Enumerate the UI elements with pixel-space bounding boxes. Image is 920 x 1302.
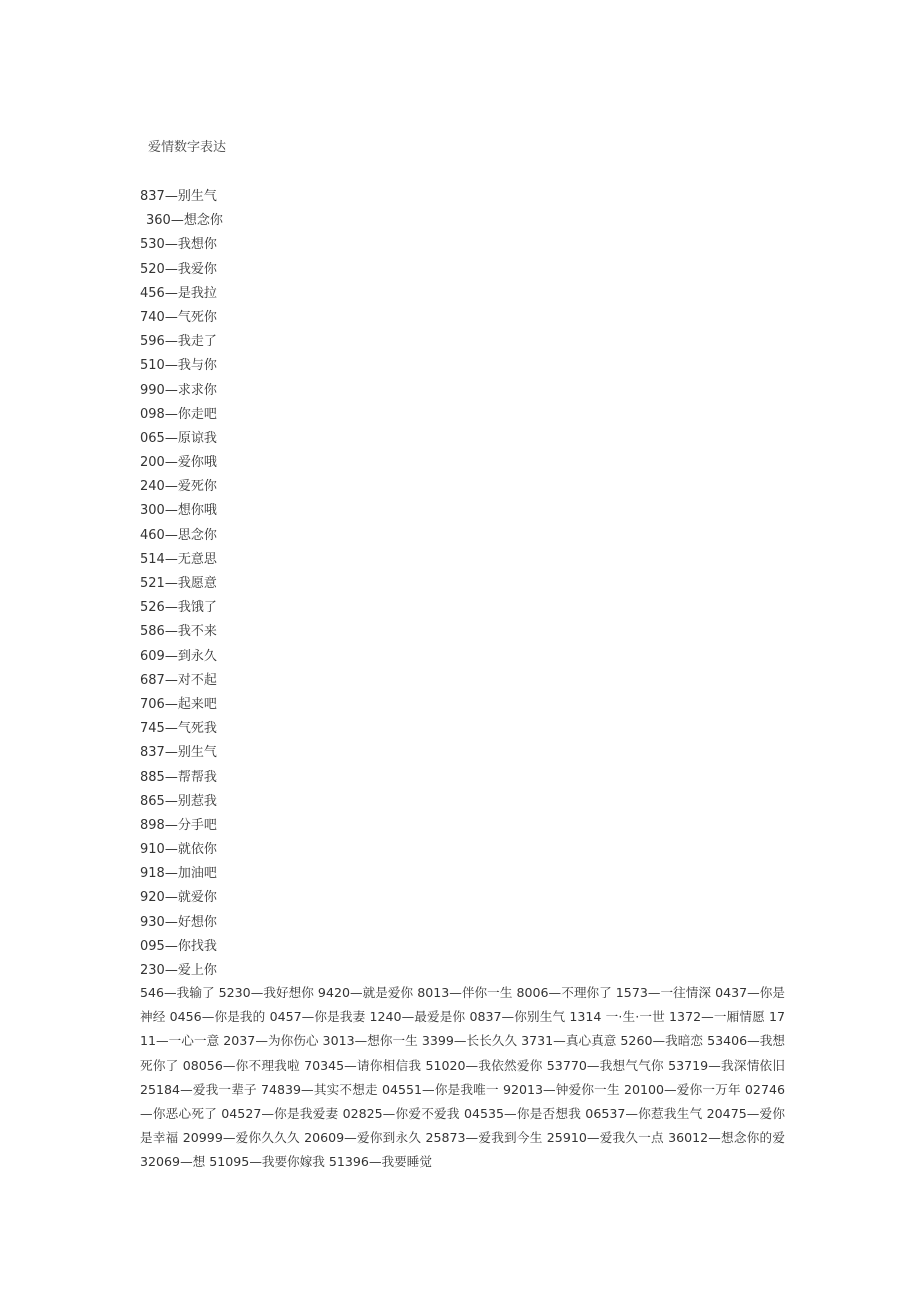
codes-paragraph: 546—我输了 5230—我好想你 9420—就是爱你 8013—伴你一生 8006—不理你了 1573—一往情深 0437—你是神经 0456—你是我的 0457—你是我妻 1240—最爱是你 0837—你别生气 1314 一·生·一世 1372—一厢情愿 1711—一心一意 2037—为你伤心 3013—想你一生 3399—长长久久 3731—真心真意 5260—我暗恋 53406—我想死你了 08056—你不理我啦 70345—请你相信我 51020—我依然爱你 53770—我想气气你 53719—我深情依旧 25184—爱我一辈子 74839—其实不想走 04551—你是我唯一 92013—钟爱你一生 20100—爱你一万年 02746—你恶心死了 04527—你是我爱妻 02825—你爱不爱我 04535—你是否想我 06537—你惹我生气 20475—爱你是幸福 20999—爱你久久久 20609—爱你到永久 25873—爱我到今生 25910—爱我久一点 36012—想念你的爱 32069—想 51095—我要你嫁我 51396—我要睡觉 [140,985,785,1170]
list-item: 910—就依你 [140,842,217,858]
list-item: 990—求求你 [140,382,217,398]
list-item: 514—无意思 [140,551,217,567]
list-item: 609—到永久 [140,648,217,664]
list-item: 460—思念你 [140,527,217,543]
list-item: 098—你走吧 [140,406,217,422]
list-item: 837—别生气 [140,745,217,761]
list-item: 240—爱死你 [140,479,217,495]
list-item: 530—我想你 [140,237,217,253]
list-item: 930—好想你 [140,914,217,930]
list-item: 706—起来吧 [140,696,217,712]
list-item: 898—分手吧 [140,817,217,833]
list-item: 526—我饿了 [140,600,217,616]
list-item: 596—我走了 [140,334,217,350]
list-item: 300—想你哦 [140,503,217,519]
list-item: 745—气死我 [140,721,217,737]
list-item: 837—别生气 [140,189,217,204]
list-item: 521—我愿意 [140,576,217,591]
list-item: 510—我与你 [140,358,217,374]
list-item: 456—是我拉 [140,285,217,301]
list-item: 200—爱你哦 [140,455,217,471]
code-list [140,186,223,984]
list-item: 885—帮帮我 [140,769,217,785]
list-item: 095—你找我 [140,938,217,954]
list-item: 687—对不起 [140,672,217,688]
list-item: 065—原谅我 [140,430,217,446]
list-item: 920—就爱你 [140,890,217,906]
list-item: 360—想念你 [146,213,223,229]
list-item: 865—别惹我 [140,793,217,809]
list-item: 520—我爱你 [140,261,217,277]
document-title: 爱情数字表达 [148,140,227,155]
list-item: 586—我不来 [140,624,217,640]
list-item: 740—气死你 [140,309,217,325]
list-item: 230—爱上你 [140,963,217,978]
list-item: 918—加油吧 [140,866,217,882]
